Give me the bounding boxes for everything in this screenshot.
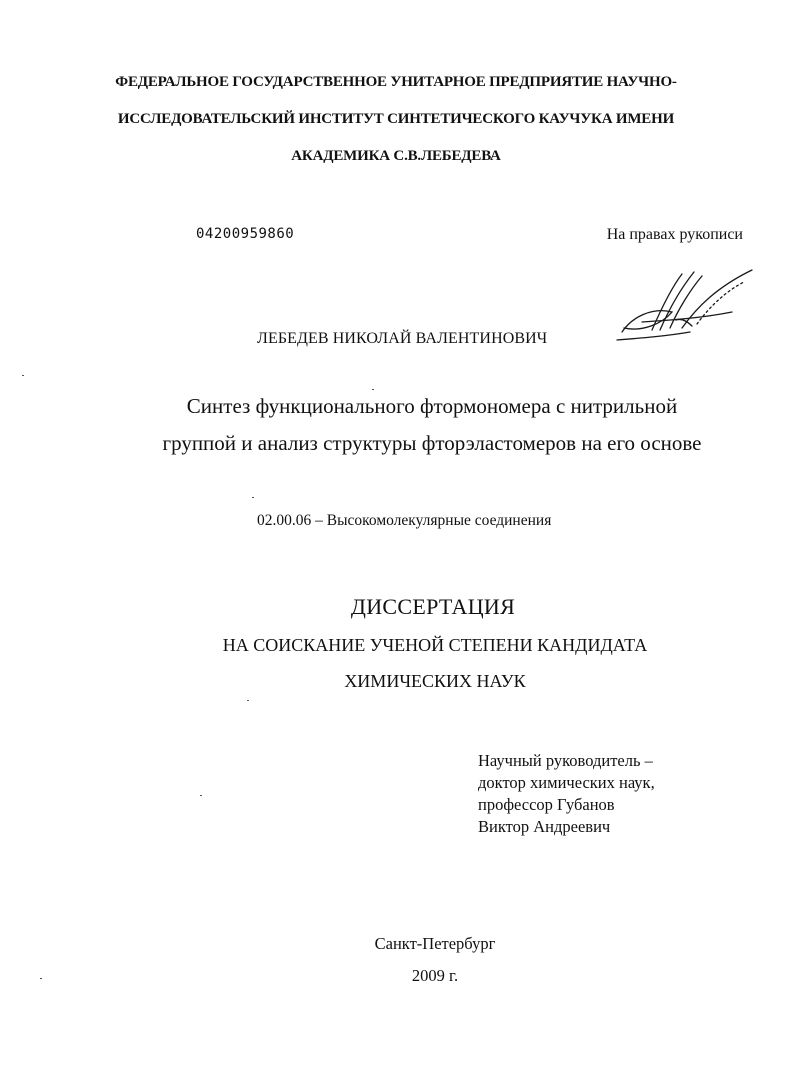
signature-image	[612, 262, 762, 352]
supervisor-line-4: Виктор Андреевич	[478, 817, 611, 836]
institution-line-2: ИССЛЕДОВАТЕЛЬСКИЙ ИНСТИТУТ СИНТЕТИЧЕСКОГО КАУЧУКА ИМЕНИ	[117, 111, 675, 127]
document-number: 04200959860	[196, 226, 295, 242]
supervisor-line-1: Научный руководитель –	[478, 751, 653, 770]
supervisor-line-3: профессор Губанов	[478, 795, 615, 814]
scan-speck	[372, 389, 374, 390]
year: 2009 г.	[411, 966, 459, 985]
title-line-2: группой и анализ структуры фторэластомеров на его основе	[162, 431, 702, 455]
institution-line-1: ФЕДЕРАЛЬНОЕ ГОСУДАРСТВЕННОЕ УНИТАРНОЕ ПРЕДПРИЯТИЕ НАУЧНО-	[115, 74, 677, 90]
scan-speck	[252, 497, 254, 498]
dissertation-heading: ДИССЕРТАЦИЯ	[350, 594, 516, 619]
supervisor-block	[478, 750, 655, 838]
scan-speck	[22, 375, 24, 376]
institution-line-3: АКАДЕМИКА С.В.ЛЕБЕДЕВА	[291, 148, 501, 164]
scan-speck	[200, 795, 202, 796]
city: Санкт-Петербург	[374, 934, 496, 953]
scan-speck	[247, 700, 249, 701]
manuscript-note: На правах рукописи	[606, 226, 743, 243]
author-name: ЛЕБЕДЕВ НИКОЛАЙ ВАЛЕНТИНОВИЧ	[257, 330, 548, 347]
supervisor-line-2: доктор химических наук,	[478, 773, 655, 792]
scan-speck	[40, 978, 42, 979]
title-line-1: Синтез функционального фтормономера с нитрильной	[186, 394, 678, 418]
specialty: 02.00.06 – Высокомолекулярные соединения	[257, 512, 552, 529]
degree-line-1: НА СОИСКАНИЕ УЧЕНОЙ СТЕПЕНИ КАНДИДАТА	[222, 635, 648, 655]
degree-line-2: ХИМИЧЕСКИХ НАУК	[344, 671, 526, 691]
